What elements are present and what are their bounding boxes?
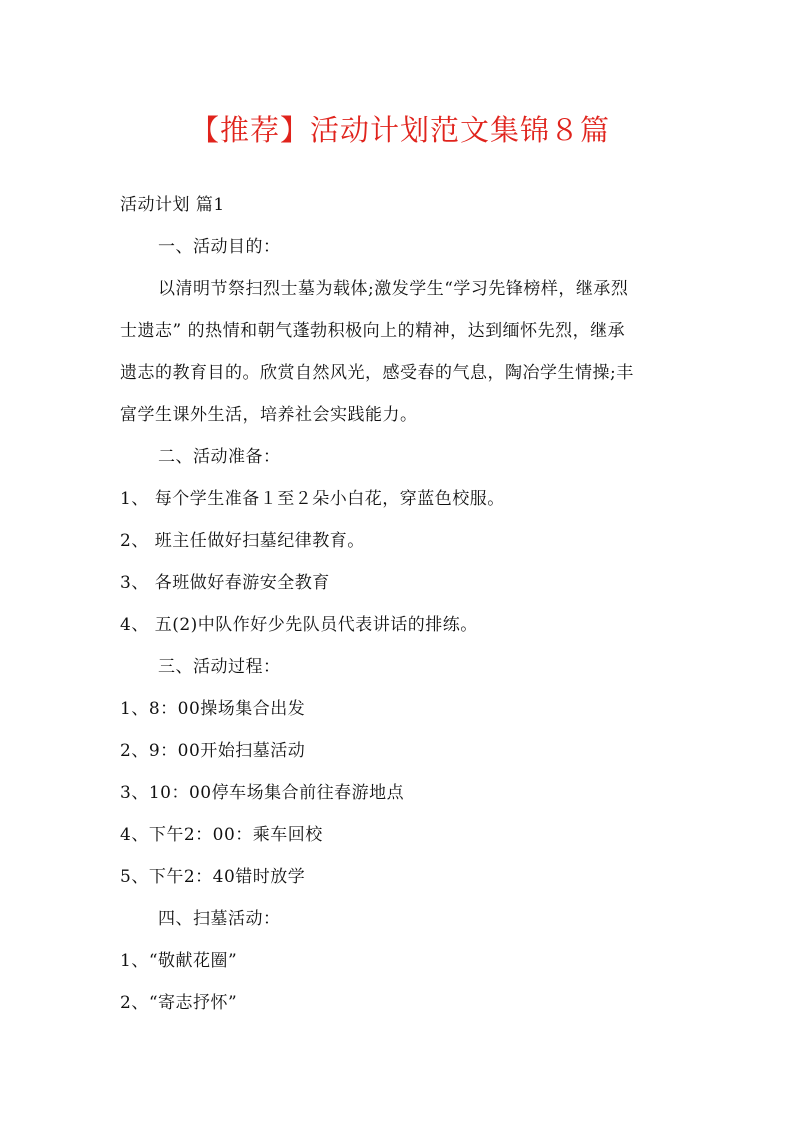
list-item: 4、下午2：00：乘车回校 bbox=[120, 825, 323, 845]
document-title: 【推荐】活动计划范文集锦８篇 bbox=[189, 113, 610, 147]
list-item: 1、“敬献花圈” bbox=[120, 951, 238, 971]
list-item: 2、“寄志抒怀” bbox=[120, 993, 238, 1013]
list-item: 2、 班主任做好扫墓纪律教育。 bbox=[120, 531, 365, 551]
section-heading: 活动计划 篇1 bbox=[120, 195, 225, 215]
heading-tomb-sweeping: 四、扫墓活动： bbox=[158, 909, 281, 929]
list-item: 2、9：00开始扫墓活动 bbox=[120, 741, 306, 761]
paragraph-line: 富学生课外生活，培养社会实践能力。 bbox=[120, 405, 418, 425]
list-item: 5、下午2：40错时放学 bbox=[120, 867, 306, 887]
list-item: 3、 各班做好春游安全教育 bbox=[120, 573, 330, 593]
paragraph-line: 遗志的教育目的。欣赏自然风光，感受春的气息，陶冶学生情操;丰 bbox=[120, 363, 634, 383]
heading-process: 三、活动过程： bbox=[158, 657, 281, 677]
paragraph-line: 以清明节祭扫烈士墓为载体;激发学生“学习先锋榜样，继承烈 bbox=[158, 279, 629, 299]
paragraph-line: 士遗志” 的热情和朝气蓬勃积极向上的精神，达到缅怀先烈，继承 bbox=[120, 321, 626, 341]
heading-purpose: 一、活动目的： bbox=[158, 237, 281, 257]
list-item: 4、 五(2)中队作好少先队员代表讲话的排练。 bbox=[120, 615, 478, 635]
heading-preparation: 二、活动准备： bbox=[158, 447, 281, 467]
list-item: 3、10：00停车场集合前往春游地点 bbox=[120, 783, 405, 803]
list-item: 1、8：00操场集合出发 bbox=[120, 699, 306, 719]
list-item: 1、 每个学生准备１至２朵小白花，穿蓝色校服。 bbox=[120, 489, 505, 509]
